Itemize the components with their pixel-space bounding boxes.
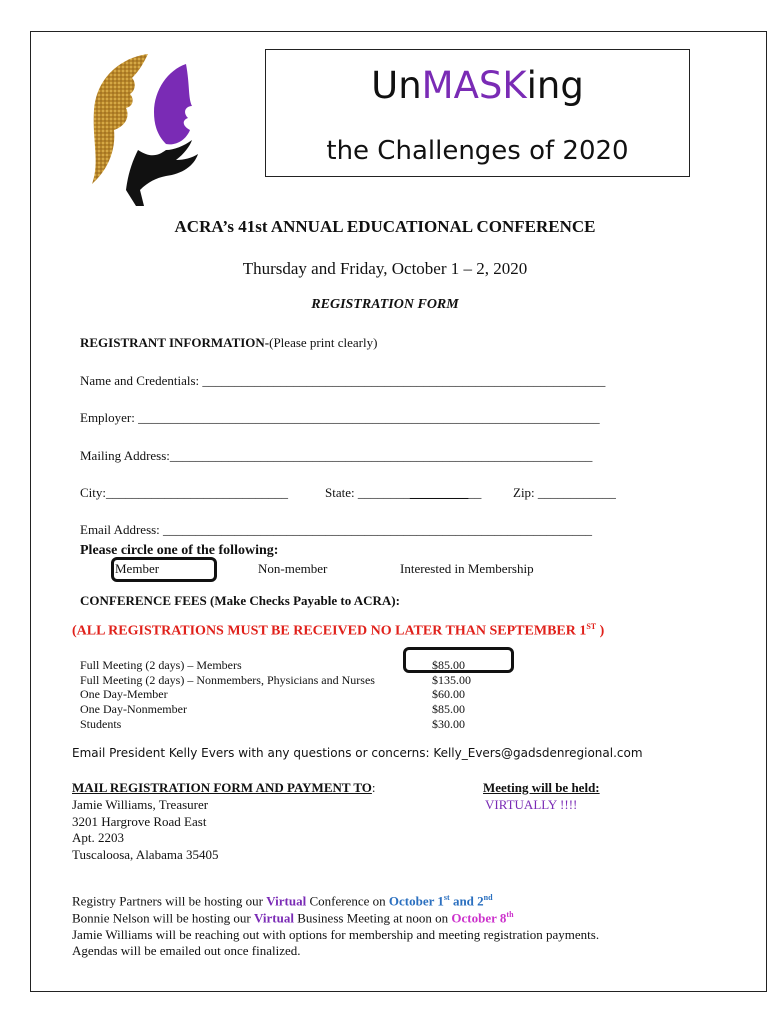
fee-amount-students: $30.00 xyxy=(432,717,465,731)
fee-label-members: Full Meeting (2 days) – Members xyxy=(80,658,242,672)
city-field[interactable]: City:____________________________ xyxy=(80,485,289,500)
fee-amount-one-day-member: $60.00 xyxy=(432,687,465,701)
state-fill: _________ xyxy=(409,485,469,500)
form-title: REGISTRATION FORM xyxy=(311,297,459,312)
title-mask-word: MASK xyxy=(421,64,527,107)
note1-text-b: Conference on xyxy=(306,893,389,909)
fee-label-one-day-member: One Day-Member xyxy=(80,687,168,701)
name-field[interactable]: Name and Credentials: ______________________________________________________________ xyxy=(80,373,606,388)
note2-virtual: Virtual xyxy=(254,910,294,926)
state-end: __ xyxy=(468,485,482,500)
page-title xyxy=(266,64,689,107)
mail-line-street: 3201 Hargrove Road East xyxy=(72,814,207,829)
mail-heading xyxy=(72,780,376,796)
fee-amount-one-day-nonmember: $85.00 xyxy=(432,702,465,716)
mail-heading-colon: : xyxy=(371,780,376,795)
meeting-heading: Meeting will be held: xyxy=(483,780,600,795)
conference-title: ACRA’s 41st ANNUAL EDUCATIONAL CONFERENCE xyxy=(174,217,596,236)
note2-date: October 8 xyxy=(451,910,507,926)
note1-date1: October 1 xyxy=(388,893,444,909)
deadline-text: (ALL REGISTRATIONS MUST BE RECEIVED NO LATER THAN SEPTEMBER 1 xyxy=(72,623,587,639)
mail-line-name: Jamie Williams, Treasurer xyxy=(72,797,209,812)
title-suffix: ing xyxy=(526,64,584,107)
membership-option-nonmember[interactable]: Non-member xyxy=(258,561,328,576)
note1-virtual: Virtual xyxy=(266,893,307,909)
employer-field[interactable]: Employer: _______________________________________________________________________ xyxy=(80,410,600,425)
state-label: State: ________ xyxy=(325,485,410,500)
note-line-1 xyxy=(72,893,493,909)
note2-text-a: Bonnie Nelson will be hosting our xyxy=(72,910,254,926)
mail-heading-text: MAIL REGISTRATION FORM AND PAYMENT TO xyxy=(72,780,372,795)
registrant-heading-note: (Please print clearly) xyxy=(269,335,378,350)
meeting-location: VIRTUALLY !!!! xyxy=(485,797,578,812)
title-prefix: Un xyxy=(371,64,422,107)
title-box xyxy=(265,49,690,177)
mail-line-apt: Apt. 2203 xyxy=(72,830,124,845)
conference-date: Thursday and Friday, October 1 – 2, 2020 xyxy=(242,259,528,278)
note1-text-a: Registry Partners will be hosting our xyxy=(72,893,267,909)
fee-amount-members: $85.00 xyxy=(432,658,465,672)
note2-sup: th xyxy=(506,910,514,919)
note-line-3: Jamie Williams will be reaching out with options for membership and meeting registration payments. xyxy=(72,927,600,942)
email-field[interactable]: Email Address: __________________________________________________________________ xyxy=(80,522,593,537)
deadline-sup: ST xyxy=(586,622,597,631)
fee-circle-mark xyxy=(403,647,514,673)
registrant-heading-bold: REGISTRANT INFORMATION- xyxy=(80,335,270,350)
note-line-4: Agendas will be emailed out once finalized. xyxy=(72,943,301,958)
note1-sup2: nd xyxy=(483,893,493,902)
membership-option-member[interactable]: Member xyxy=(115,561,160,576)
mailing-address-field[interactable]: Mailing Address:_________________________________________________________________ xyxy=(80,448,593,463)
fee-label-nonmembers: Full Meeting (2 days) – Nonmembers, Physicians and Nurses xyxy=(80,673,375,687)
state-field[interactable] xyxy=(325,485,481,501)
page-subtitle: the Challenges of 2020 xyxy=(326,136,629,166)
fees-heading: CONFERENCE FEES (Make Checks Payable to ACRA): xyxy=(80,593,400,608)
membership-heading: Please circle one of the following: xyxy=(80,543,279,558)
member-circle-mark xyxy=(111,557,217,582)
fee-amount-nonmembers: $135.00 xyxy=(432,673,471,687)
fee-label-one-day-nonmember: One Day-Nonmember xyxy=(80,702,187,716)
fee-label-students: Students xyxy=(80,717,122,731)
deadline-end: ) xyxy=(596,623,605,639)
note1-date2: and 2 xyxy=(449,893,484,909)
note1-sup1: st xyxy=(443,893,450,902)
note-line-2 xyxy=(72,910,514,926)
deadline-notice xyxy=(72,622,604,640)
membership-option-interested[interactable]: Interested in Membership xyxy=(400,561,534,576)
contact-note: Email President Kelly Evers with any questions or concerns: Kelly_Evers@gadsdenregional.com xyxy=(72,746,643,760)
masked-faces-logo xyxy=(78,50,228,210)
mail-line-city: Tuscaloosa, Alabama 35405 xyxy=(72,847,219,862)
zip-field[interactable]: Zip: ____________ xyxy=(513,485,616,500)
registrant-heading xyxy=(80,335,377,351)
note2-text-b: Business Meeting at noon on xyxy=(293,910,452,926)
